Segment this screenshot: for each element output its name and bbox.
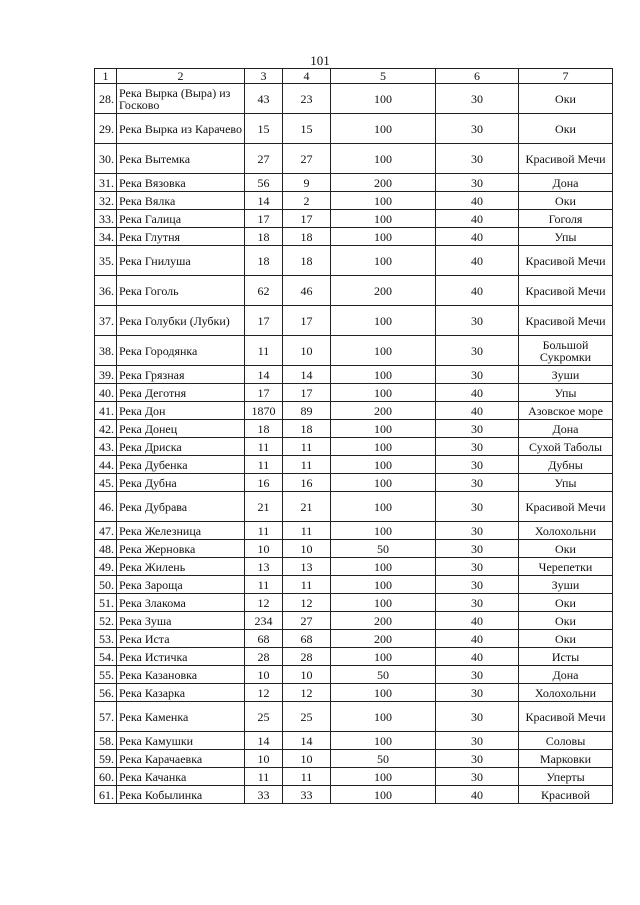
river-name-cell: Река Качанка: [117, 768, 245, 786]
col4-cell: 12: [283, 594, 331, 612]
col5-cell: 50: [331, 666, 436, 684]
col6-cell: 40: [436, 210, 519, 228]
col7-cell: Дубны: [519, 456, 613, 474]
row-number-cell: 41.: [95, 402, 117, 420]
col7-cell: Красивой Мечи: [519, 492, 613, 522]
table-row: [95, 210, 613, 228]
col7-cell: Оки: [519, 114, 613, 144]
col7-cell: Красивой Мечи: [519, 702, 613, 732]
col3-cell: 11: [245, 768, 283, 786]
col3-cell: 62: [245, 276, 283, 306]
row-number-cell: 28.: [95, 84, 117, 114]
col7-cell: Оки: [519, 612, 613, 630]
river-name-cell: Река Камушки: [117, 732, 245, 750]
col6-cell: 40: [436, 648, 519, 666]
river-name-cell: Река Гоголь: [117, 276, 245, 306]
row-number-cell: 31.: [95, 174, 117, 192]
row-number-cell: 58.: [95, 732, 117, 750]
col6-cell: 30: [436, 456, 519, 474]
col5-cell: 100: [331, 594, 436, 612]
row-number-cell: 61.: [95, 786, 117, 804]
row-number-cell: 46.: [95, 492, 117, 522]
table-row: [95, 558, 613, 576]
table-row: [95, 594, 613, 612]
col7-cell: Дона: [519, 666, 613, 684]
col6-cell: 30: [436, 666, 519, 684]
river-name-cell: Река Грязная: [117, 366, 245, 384]
row-number-cell: 39.: [95, 366, 117, 384]
col7-cell: Упы: [519, 474, 613, 492]
col7-cell: Азовское море: [519, 402, 613, 420]
col5-cell: 100: [331, 768, 436, 786]
table-row: [95, 474, 613, 492]
col4-cell: 27: [283, 612, 331, 630]
col7-cell: Красивой Мечи: [519, 306, 613, 336]
row-number-cell: 36.: [95, 276, 117, 306]
table-row: [95, 366, 613, 384]
col7-cell: Оки: [519, 192, 613, 210]
col3-cell: 1870: [245, 402, 283, 420]
row-number-cell: 57.: [95, 702, 117, 732]
col4-cell: 16: [283, 474, 331, 492]
col7-cell: Красивой Мечи: [519, 246, 613, 276]
col5-cell: 100: [331, 702, 436, 732]
river-name-cell: Река Деготня: [117, 384, 245, 402]
col3-cell: 43: [245, 84, 283, 114]
river-name-cell: Река Галица: [117, 210, 245, 228]
table-row: [95, 648, 613, 666]
table-row: [95, 684, 613, 702]
col3-cell: 25: [245, 702, 283, 732]
header-cell: 2: [117, 69, 245, 84]
row-number-cell: 37.: [95, 306, 117, 336]
river-name-cell: Река Дубрава: [117, 492, 245, 522]
col7-cell: Красивой Мечи: [519, 144, 613, 174]
col7-cell: Дона: [519, 420, 613, 438]
col4-cell: 10: [283, 666, 331, 684]
row-number-cell: 47.: [95, 522, 117, 540]
col7-cell: Холохольни: [519, 684, 613, 702]
col7-cell: Зуши: [519, 366, 613, 384]
col5-cell: 100: [331, 210, 436, 228]
col4-cell: 21: [283, 492, 331, 522]
col4-cell: 17: [283, 384, 331, 402]
col4-cell: 28: [283, 648, 331, 666]
col6-cell: 30: [436, 84, 519, 114]
col7-cell: Красивой: [519, 786, 613, 804]
table-row: [95, 750, 613, 768]
row-number-cell: 50.: [95, 576, 117, 594]
col5-cell: 100: [331, 576, 436, 594]
col4-cell: 10: [283, 540, 331, 558]
col4-cell: 11: [283, 768, 331, 786]
col3-cell: 18: [245, 246, 283, 276]
col3-cell: 14: [245, 192, 283, 210]
col4-cell: 17: [283, 306, 331, 336]
col6-cell: 30: [436, 420, 519, 438]
col7-cell: Черепетки: [519, 558, 613, 576]
row-number-cell: 55.: [95, 666, 117, 684]
col5-cell: 100: [331, 336, 436, 366]
col4-cell: 9: [283, 174, 331, 192]
table-row: [95, 192, 613, 210]
col3-cell: 17: [245, 306, 283, 336]
col7-cell: Упы: [519, 384, 613, 402]
river-name-cell: Река Кобылинка: [117, 786, 245, 804]
col3-cell: 234: [245, 612, 283, 630]
table-row: [95, 306, 613, 336]
col7-cell: Холохольни: [519, 522, 613, 540]
table-row: [95, 420, 613, 438]
col4-cell: 18: [283, 246, 331, 276]
col6-cell: 40: [436, 228, 519, 246]
col6-cell: 30: [436, 438, 519, 456]
col4-cell: 2: [283, 192, 331, 210]
col5-cell: 100: [331, 786, 436, 804]
table-row: [95, 174, 613, 192]
col3-cell: 12: [245, 594, 283, 612]
col4-cell: 11: [283, 522, 331, 540]
row-number-cell: 43.: [95, 438, 117, 456]
rivers-table: [94, 68, 613, 804]
row-number-cell: 52.: [95, 612, 117, 630]
row-number-cell: 42.: [95, 420, 117, 438]
river-name-cell: Река Вырка из Карачево: [117, 114, 245, 144]
table-row: [95, 336, 613, 366]
col3-cell: 17: [245, 210, 283, 228]
col5-cell: 100: [331, 456, 436, 474]
row-number-cell: 38.: [95, 336, 117, 366]
col3-cell: 21: [245, 492, 283, 522]
rivers-table-body: [95, 69, 613, 804]
row-number-cell: 35.: [95, 246, 117, 276]
river-name-cell: Река Жерновка: [117, 540, 245, 558]
river-name-cell: Река Вязовка: [117, 174, 245, 192]
col4-cell: 89: [283, 402, 331, 420]
col6-cell: 30: [436, 594, 519, 612]
river-name-cell: Река Голубки (Лубки): [117, 306, 245, 336]
col3-cell: 14: [245, 366, 283, 384]
header-cell: 4: [283, 69, 331, 84]
col6-cell: 30: [436, 522, 519, 540]
col5-cell: 200: [331, 630, 436, 648]
col5-cell: 100: [331, 384, 436, 402]
col4-cell: 14: [283, 366, 331, 384]
table-row: [95, 84, 613, 114]
table-row: [95, 666, 613, 684]
col5-cell: 100: [331, 228, 436, 246]
col7-cell: Упы: [519, 228, 613, 246]
col6-cell: 30: [436, 702, 519, 732]
header-cell: 5: [331, 69, 436, 84]
col6-cell: 40: [436, 276, 519, 306]
col5-cell: 100: [331, 438, 436, 456]
col3-cell: 13: [245, 558, 283, 576]
col4-cell: 10: [283, 750, 331, 768]
col4-cell: 17: [283, 210, 331, 228]
table-row: [95, 576, 613, 594]
col3-cell: 27: [245, 144, 283, 174]
col5-cell: 50: [331, 750, 436, 768]
col3-cell: 68: [245, 630, 283, 648]
col4-cell: 15: [283, 114, 331, 144]
col6-cell: 30: [436, 750, 519, 768]
col6-cell: 30: [436, 474, 519, 492]
col7-cell: Оки: [519, 84, 613, 114]
col3-cell: 10: [245, 666, 283, 684]
col4-cell: 11: [283, 456, 331, 474]
col6-cell: 30: [436, 768, 519, 786]
col5-cell: 100: [331, 306, 436, 336]
row-number-cell: 40.: [95, 384, 117, 402]
row-number-cell: 49.: [95, 558, 117, 576]
table-row: [95, 456, 613, 474]
col7-cell: Оки: [519, 594, 613, 612]
col5-cell: 100: [331, 420, 436, 438]
row-number-cell: 33.: [95, 210, 117, 228]
col6-cell: 30: [436, 114, 519, 144]
table-row: [95, 630, 613, 648]
row-number-cell: 48.: [95, 540, 117, 558]
table-row: [95, 522, 613, 540]
col3-cell: 33: [245, 786, 283, 804]
row-number-cell: 32.: [95, 192, 117, 210]
col6-cell: 40: [436, 786, 519, 804]
col3-cell: 11: [245, 438, 283, 456]
col5-cell: 200: [331, 276, 436, 306]
col7-cell: Соловы: [519, 732, 613, 750]
col4-cell: 27: [283, 144, 331, 174]
col5-cell: 100: [331, 192, 436, 210]
col7-cell: Зуши: [519, 576, 613, 594]
col6-cell: 30: [436, 576, 519, 594]
table-row: [95, 612, 613, 630]
col5-cell: 200: [331, 174, 436, 192]
table-row: [95, 786, 613, 804]
col4-cell: 68: [283, 630, 331, 648]
river-name-cell: Река Дубна: [117, 474, 245, 492]
col5-cell: 100: [331, 114, 436, 144]
col7-cell: Сухой Таболы: [519, 438, 613, 456]
col3-cell: 18: [245, 228, 283, 246]
header-cell: 6: [436, 69, 519, 84]
row-number-cell: 60.: [95, 768, 117, 786]
river-name-cell: Река Казановка: [117, 666, 245, 684]
col4-cell: 46: [283, 276, 331, 306]
header-cell: 3: [245, 69, 283, 84]
col5-cell: 100: [331, 246, 436, 276]
col6-cell: 30: [436, 732, 519, 750]
col6-cell: 40: [436, 402, 519, 420]
col3-cell: 14: [245, 732, 283, 750]
table-row: [95, 732, 613, 750]
col4-cell: 18: [283, 228, 331, 246]
row-number-cell: 29.: [95, 114, 117, 144]
col5-cell: 100: [331, 648, 436, 666]
table-header-row: [95, 69, 613, 84]
col6-cell: 30: [436, 540, 519, 558]
col6-cell: 30: [436, 366, 519, 384]
col3-cell: 15: [245, 114, 283, 144]
river-name-cell: Река Вялка: [117, 192, 245, 210]
col6-cell: 40: [436, 612, 519, 630]
table-row: [95, 402, 613, 420]
col5-cell: 100: [331, 558, 436, 576]
col6-cell: 30: [436, 492, 519, 522]
row-number-cell: 53.: [95, 630, 117, 648]
river-name-cell: Река Железница: [117, 522, 245, 540]
river-name-cell: Река Дубенка: [117, 456, 245, 474]
col5-cell: 100: [331, 366, 436, 384]
table-row: [95, 114, 613, 144]
col4-cell: 14: [283, 732, 331, 750]
col6-cell: 30: [436, 684, 519, 702]
river-name-cell: Река Иста: [117, 630, 245, 648]
row-number-cell: 56.: [95, 684, 117, 702]
river-name-cell: Река Донец: [117, 420, 245, 438]
col3-cell: 11: [245, 456, 283, 474]
river-name-cell: Река Карачаевка: [117, 750, 245, 768]
col7-cell: Оки: [519, 630, 613, 648]
col3-cell: 11: [245, 522, 283, 540]
col3-cell: 11: [245, 576, 283, 594]
row-number-cell: 54.: [95, 648, 117, 666]
river-name-cell: Река Вытемка: [117, 144, 245, 174]
table-row: [95, 438, 613, 456]
col5-cell: 100: [331, 492, 436, 522]
col7-cell: Оки: [519, 540, 613, 558]
col7-cell: Красивой Мечи: [519, 276, 613, 306]
river-name-cell: Река Дон: [117, 402, 245, 420]
river-name-cell: Река Зароща: [117, 576, 245, 594]
header-cell: 7: [519, 69, 613, 84]
col6-cell: 30: [436, 558, 519, 576]
col7-cell: Исты: [519, 648, 613, 666]
col5-cell: 50: [331, 540, 436, 558]
river-name-cell: Река Гнилуша: [117, 246, 245, 276]
col3-cell: 17: [245, 384, 283, 402]
col5-cell: 100: [331, 522, 436, 540]
col4-cell: 25: [283, 702, 331, 732]
row-number-cell: 44.: [95, 456, 117, 474]
col4-cell: 11: [283, 576, 331, 594]
col6-cell: 30: [436, 306, 519, 336]
col6-cell: 30: [436, 336, 519, 366]
col5-cell: 100: [331, 474, 436, 492]
table-row: [95, 540, 613, 558]
col3-cell: 18: [245, 420, 283, 438]
col4-cell: 10: [283, 336, 331, 366]
col6-cell: 30: [436, 144, 519, 174]
table-row: [95, 246, 613, 276]
table-row: [95, 384, 613, 402]
col5-cell: 200: [331, 402, 436, 420]
col4-cell: 13: [283, 558, 331, 576]
col7-cell: Дона: [519, 174, 613, 192]
col4-cell: 23: [283, 84, 331, 114]
col4-cell: 12: [283, 684, 331, 702]
col3-cell: 11: [245, 336, 283, 366]
river-name-cell: Река Злакома: [117, 594, 245, 612]
col3-cell: 10: [245, 750, 283, 768]
col4-cell: 33: [283, 786, 331, 804]
river-name-cell: Река Глутня: [117, 228, 245, 246]
col6-cell: 40: [436, 192, 519, 210]
table-row: [95, 492, 613, 522]
river-name-cell: Река Казарка: [117, 684, 245, 702]
river-name-cell: Река Городянка: [117, 336, 245, 366]
col3-cell: 16: [245, 474, 283, 492]
col7-cell: Большой Сукромки: [519, 336, 613, 366]
col5-cell: 100: [331, 144, 436, 174]
col6-cell: 40: [436, 246, 519, 276]
row-number-cell: 59.: [95, 750, 117, 768]
row-number-cell: 30.: [95, 144, 117, 174]
col3-cell: 10: [245, 540, 283, 558]
table-row: [95, 228, 613, 246]
river-name-cell: Река Жилень: [117, 558, 245, 576]
header-cell: 1: [95, 69, 117, 84]
col5-cell: 100: [331, 732, 436, 750]
river-name-cell: Река Зуша: [117, 612, 245, 630]
table-row: [95, 276, 613, 306]
row-number-cell: 51.: [95, 594, 117, 612]
river-name-cell: Река Вырка (Выра) из Госково: [117, 84, 245, 114]
col6-cell: 40: [436, 630, 519, 648]
col4-cell: 18: [283, 420, 331, 438]
col6-cell: 30: [436, 174, 519, 192]
table-row: [95, 144, 613, 174]
table-row: [95, 768, 613, 786]
page-number: 101: [310, 53, 330, 68]
col5-cell: 200: [331, 612, 436, 630]
river-name-cell: Река Каменка: [117, 702, 245, 732]
row-number-cell: 34.: [95, 228, 117, 246]
col3-cell: 12: [245, 684, 283, 702]
col5-cell: 100: [331, 684, 436, 702]
col7-cell: Марковки: [519, 750, 613, 768]
col5-cell: 100: [331, 84, 436, 114]
col3-cell: 56: [245, 174, 283, 192]
river-name-cell: Река Дриска: [117, 438, 245, 456]
col6-cell: 40: [436, 384, 519, 402]
river-name-cell: Река Истичка: [117, 648, 245, 666]
col3-cell: 28: [245, 648, 283, 666]
col7-cell: Гоголя: [519, 210, 613, 228]
row-number-cell: 45.: [95, 474, 117, 492]
col4-cell: 11: [283, 438, 331, 456]
table-row: [95, 702, 613, 732]
col7-cell: Уперты: [519, 768, 613, 786]
